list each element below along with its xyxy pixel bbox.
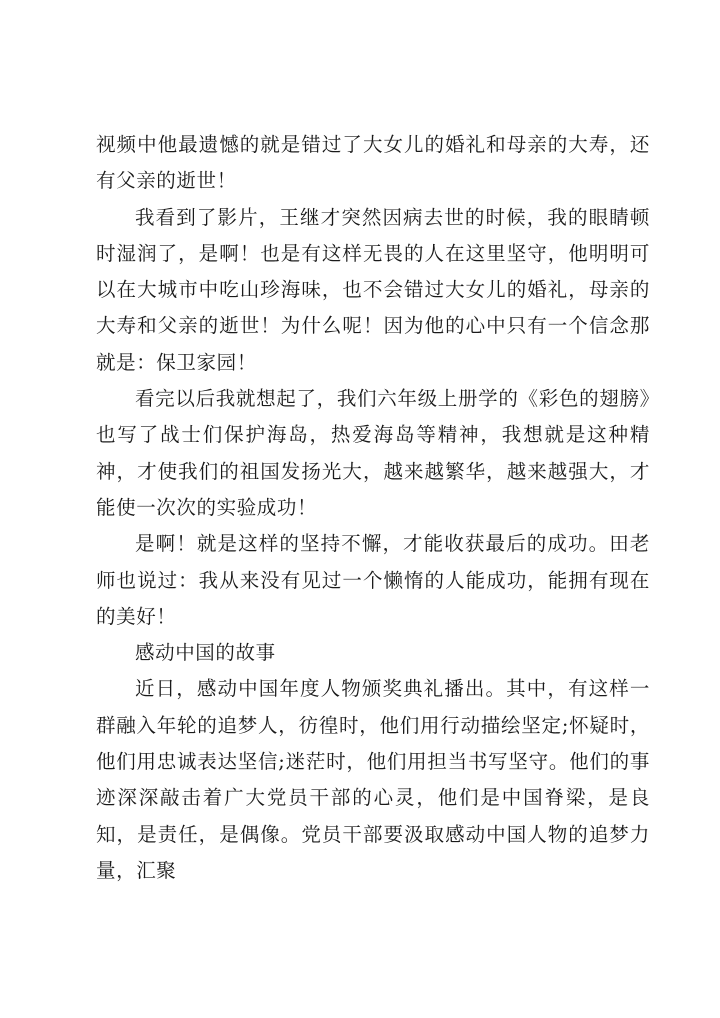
paragraph-3: 看完以后我就想起了，我们六年级上册学的《彩色的翅膀》也写了战士们保护海岛，热爱海岛等精神，我想就是这种精神，才使我们的祖国发扬光大，越来越繁华，越来越强大，才能使一次次的实验成功！ — [96, 387, 650, 519]
section-heading: 感动中国的故事 — [135, 641, 276, 665]
paragraph-4: 是啊！就是这样的坚持不懈，才能收获最后的成功。田老师也说过：我从来没有见过一个懒惰的人能成功，能拥有现在的美好！ — [96, 532, 650, 628]
paragraph-2: 我看到了影片，王继才突然因病去世的时候，我的眼睛顿时湿润了，是啊！也是有这样无畏的人在这里坚守，他明明可以在大城市中吃山珍海味，也不会错过大女儿的婚礼，母亲的大寿和父亲的逝世！为什么呢！因为他的心中只有一个信念那就是：保卫家园！ — [96, 205, 650, 374]
document-body — [96, 127, 650, 889]
paragraph-5: 近日，感动中国年度人物颁奖典礼播出。其中，有这样一群融入年轮的追梦人，彷徨时，他们用行动描绘坚定;怀疑时，他们用忠诚表达坚信;迷茫时，他们用担当书写坚守。他们的事迹深深敲击着广大党员干部的心灵，他们是中国脊梁，是良知，是责任，是偶像。党员干部要汲取感动中国人物的追梦力量，汇聚 — [96, 677, 650, 882]
paragraph-1: 视频中他最遗憾的就是错过了大女儿的婚礼和母亲的大寿，还有父亲的逝世！ — [96, 133, 650, 193]
